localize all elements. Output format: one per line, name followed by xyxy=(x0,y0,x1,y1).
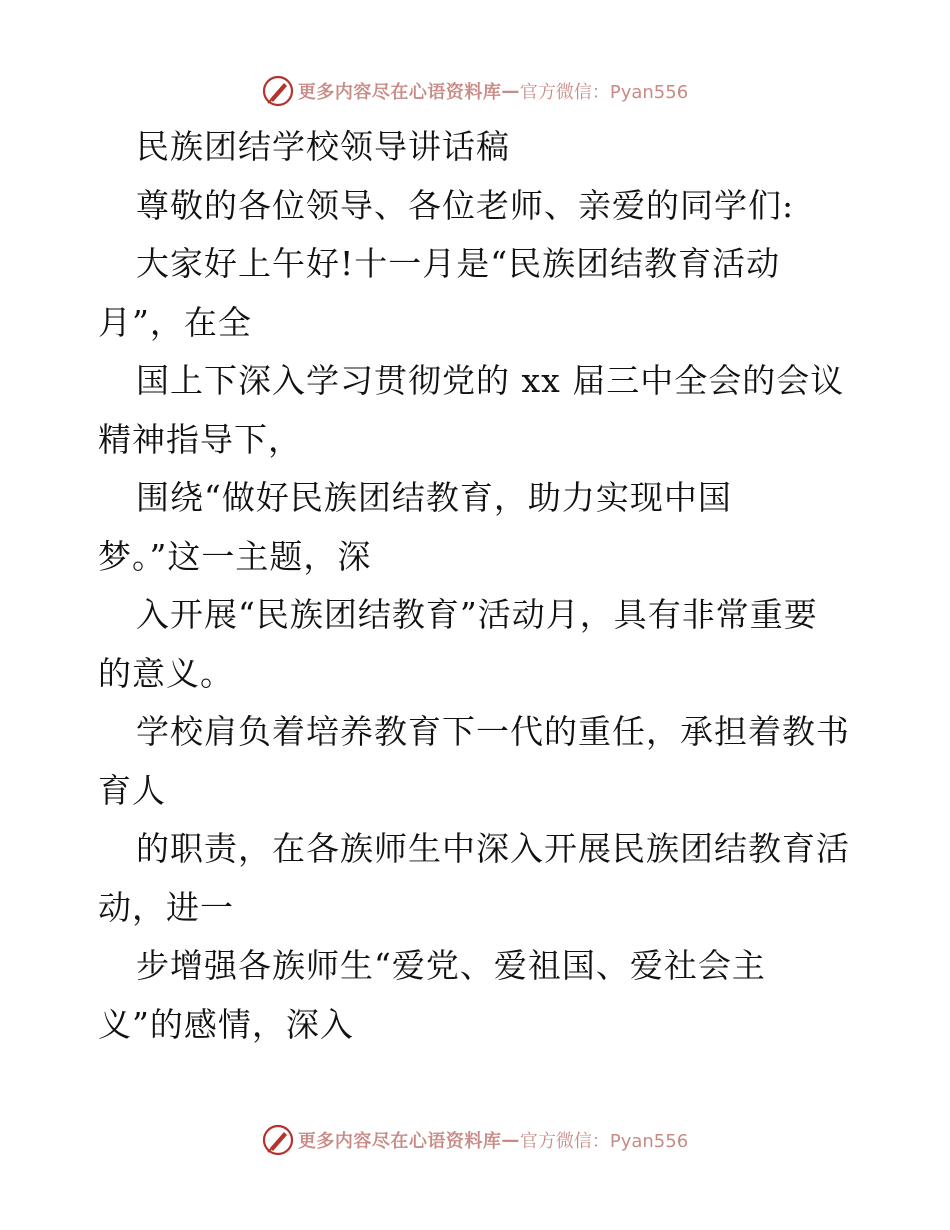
document-title: 民族团结学校领导讲话稿 xyxy=(136,127,510,166)
watermark-site-text: 更多内容尽在心语资料库 xyxy=(297,1131,502,1152)
paragraph-line: 育人 xyxy=(98,770,166,810)
paragraph-line: 的职责，在各族师生中深入开展民族团结教育活 xyxy=(136,829,850,868)
paragraph-line: 学校肩负着培养教育下一代的重任，承担着教书 xyxy=(136,712,850,751)
watermark-site-text: 更多内容尽在心语资料库 xyxy=(297,82,502,103)
paragraph-line: 的意义。 xyxy=(98,653,234,693)
watermark-wechat-text: 官方微信：Pyan556 xyxy=(519,1131,689,1152)
paragraph-line: 步增强各族师生“爱党、爱祖国、爱社会主 xyxy=(136,946,766,985)
salutation-line: 尊敬的各位领导、各位老师、亲爱的同学们: xyxy=(136,185,795,225)
watermark-wechat-text: 官方微信：Pyan556 xyxy=(519,82,689,103)
paragraph-line: 国上下深入学习贯彻党的 xx 届三中全会的会议 xyxy=(136,361,845,400)
footer-watermark xyxy=(0,1120,950,1160)
paragraph-line: 入开展“民族团结教育”活动月，具有非常重要 xyxy=(136,595,818,634)
paragraph-line: 精神指导下， xyxy=(98,419,302,459)
paragraph-line: 大家好上午好!十一月是“民族团结教育活动 xyxy=(136,244,781,283)
paragraph-line: 义”的感情，深入 xyxy=(98,1004,354,1044)
paragraph-line: 月”，在全 xyxy=(98,302,252,342)
watermark-separator: — xyxy=(501,1129,520,1151)
paragraph-line: 围绕“做好民族团结教育，助力实现中国 xyxy=(136,478,732,517)
header-watermark xyxy=(0,71,950,111)
quill-logo-icon xyxy=(262,75,294,107)
watermark-separator: — xyxy=(501,80,520,102)
quill-logo-icon xyxy=(262,1124,294,1156)
paragraph-line: 梦。”这一主题，深 xyxy=(98,536,372,576)
document-body xyxy=(98,118,858,1054)
paragraph-line: 动，进一 xyxy=(98,887,234,927)
